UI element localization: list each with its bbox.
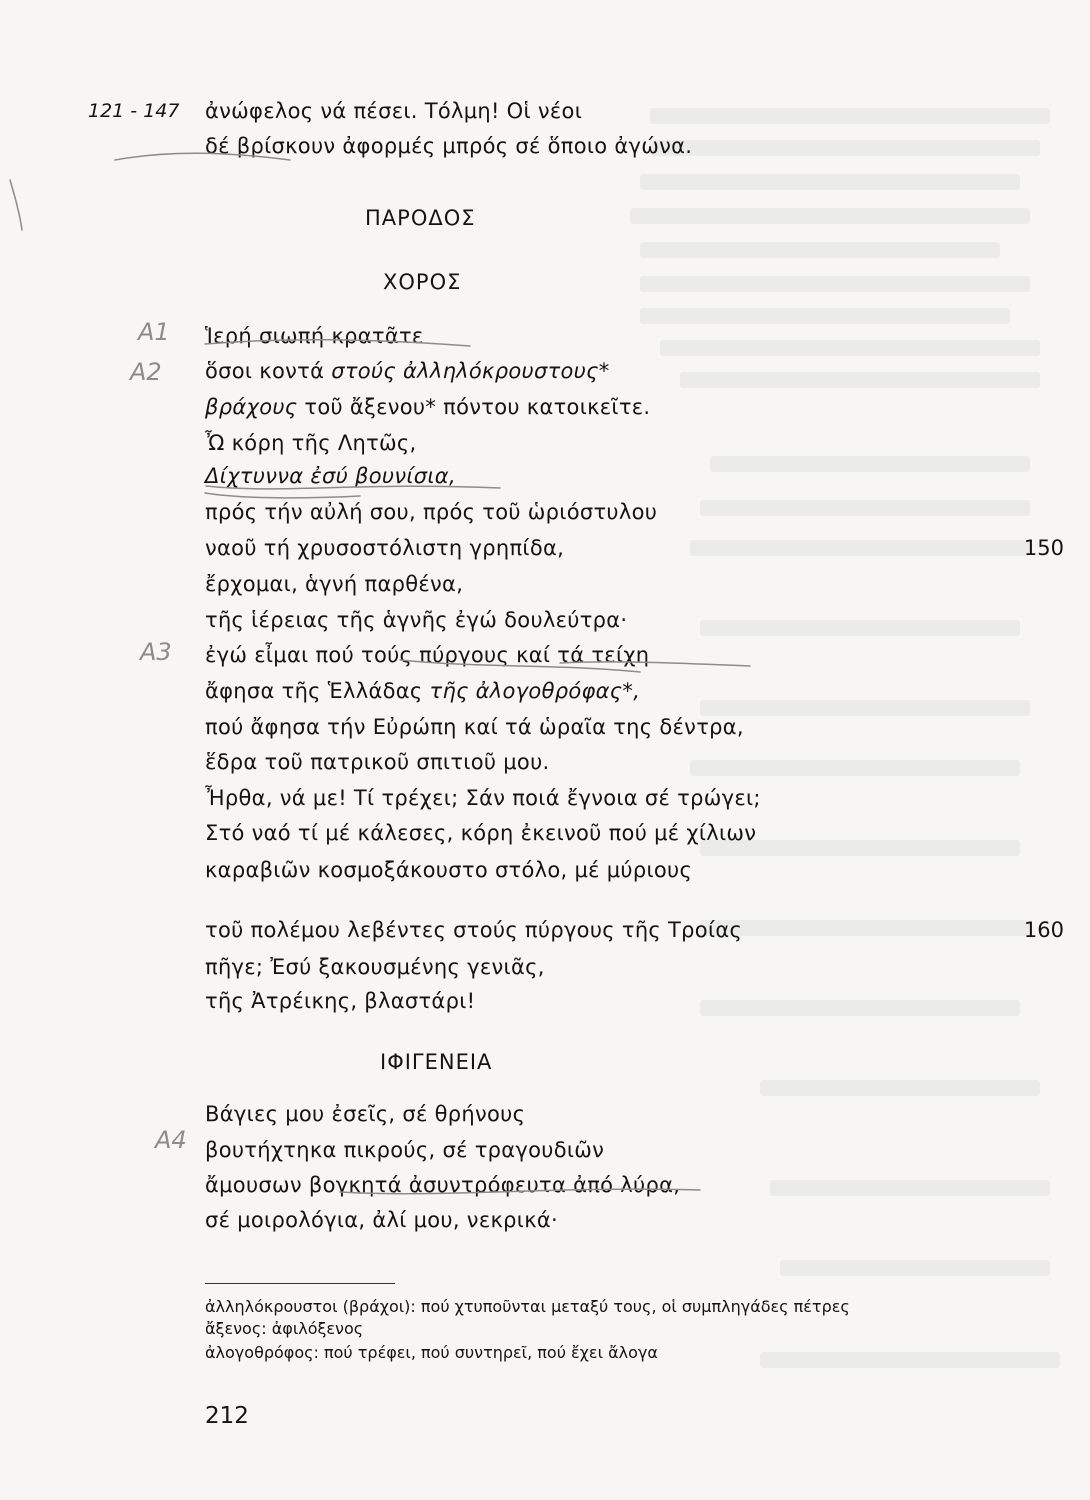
line-number-160: 160	[1023, 918, 1064, 942]
chorus-speaker-label: ΧΟΡΟΣ	[383, 270, 462, 294]
text-segment: τοῦ πολέμου λεβέντες στούς πύργους τῆς Τροίας	[205, 918, 743, 942]
italic-segment: στούς ἀλληλόκρουστους*	[331, 359, 610, 383]
text-segment: ἔρχομαι, ἁγνή παρθένα,	[205, 572, 464, 596]
margin-note-a3: A3	[140, 638, 172, 666]
iphigenia-line-4: σέ μοιρολόγια, ἀλί μου, νεκρικά·	[205, 1208, 558, 1232]
iphigenia-line-3: ἄμουσων βογκητά ἀσυντρόφευτα ἀπό λύρα,	[205, 1173, 681, 1197]
pencil-mark	[10, 180, 22, 230]
chorus-line	[205, 642, 649, 668]
verse-range-label: 121 - 147	[88, 100, 180, 122]
chorus-line	[205, 358, 610, 384]
iphigenia-line-2: βουτήχτηκα πικρούς, σέ τραγουδιῶν	[205, 1138, 605, 1162]
text-segment: τῆς ἱέρειας τῆς ἁγνῆς ἐγώ δουλεύτρα·	[205, 608, 628, 632]
text-segment: πῆγε; Ἐσύ ξακουσμένης γενιᾶς,	[205, 955, 545, 979]
chorus-line	[205, 499, 657, 525]
text-segment: ἕδρα τοῦ πατρικοῦ σπιτιοῦ μου.	[205, 750, 550, 774]
chorus-line	[205, 571, 463, 597]
chorus-line	[205, 820, 756, 846]
italic-segment: βράχους	[205, 395, 298, 419]
line-number-150: 150	[1023, 536, 1064, 560]
text-segment: Ἱερή σιωπή κρατᾶτε	[205, 324, 424, 348]
chorus-line	[205, 954, 545, 980]
footnote-rule	[205, 1283, 395, 1284]
iphigenia-speaker-label: ΙΦΙΓΕΝΕΙΑ	[380, 1050, 493, 1074]
pencil-underline	[205, 493, 360, 498]
text-segment: ναοῦ τή χρυσοστόλιστη γρηπίδα,	[205, 536, 565, 560]
opening-line-1: ἀνώφελος νά πέσει. Τόλμη! Οἱ νέοι	[205, 99, 583, 123]
text-segment: ἐγώ εἶμαι πού τούς πύργους καί τά τείχη	[205, 643, 650, 667]
chorus-line	[205, 678, 640, 704]
chorus-line	[205, 394, 650, 420]
chorus-line	[205, 607, 627, 633]
chorus-line	[205, 785, 761, 811]
text-segment: καραβιῶν κοσμοξάκουστο στόλο, μέ μύριους	[205, 858, 693, 882]
iphigenia-line-1: Βάγιες μου ἐσεῖς, σέ θρήνους	[205, 1102, 526, 1126]
text-segment: Ὦ κόρη τῆς Λητῶς,	[205, 431, 417, 455]
italic-segment: Δίχτυννα ἐσύ βουνίσια,	[205, 464, 456, 488]
chorus-line	[205, 749, 550, 775]
page-number: 212	[205, 1403, 249, 1429]
text-segment: Ἦρθα, νά με! Τί τρέχει; Σάν ποιά ἔγνοια σέ τρώγει;	[205, 786, 761, 810]
text-segment: πρός τήν αὐλή σου, πρός τοῦ ὡριόστυλου	[205, 500, 658, 524]
text-segment: ἄφησα τῆς Ἑλλάδας	[205, 679, 430, 703]
footnote-3: ἀλογοθρόφος: πού τρέφει, πού συντηρεῖ, πού ἔχει ἄλογα	[205, 1343, 658, 1362]
chorus-line	[205, 323, 424, 349]
text-segment: τῆς Ἀτρέικης, βλαστάρι!	[205, 989, 476, 1013]
chorus-line	[205, 857, 692, 883]
section-title: ΠΑΡΟΔΟΣ	[365, 206, 476, 230]
chorus-line	[205, 714, 744, 740]
chorus-line	[205, 430, 417, 456]
footnote-2: ἄξενος: ἀφιλόξενος	[205, 1319, 364, 1338]
text-segment: Στό ναό τί μέ κάλεσες, κόρη ἐκεινοῦ πού μέ χίλιων	[205, 821, 757, 845]
text-segment: ὅσοι κοντά	[205, 359, 332, 383]
opening-line-2: δέ βρίσκουν ἀφορμές μπρός σέ ὅποιο ἀγώνα.	[205, 134, 693, 158]
text-segment: πού ἄφησα τήν Εὐρώπη καί τά ὡραῖα της δέντρα,	[205, 715, 744, 739]
margin-note-a1: A1	[138, 318, 170, 346]
margin-note-a4: A4	[155, 1126, 187, 1154]
chorus-line	[205, 535, 564, 561]
chorus-line	[205, 917, 742, 943]
footnote-1: ἀλληλόκρουστοι (βράχοι): πού χτυποῦνται μεταξύ τους, οἱ συμπληγάδες πέτρες	[205, 1297, 850, 1316]
chorus-line	[205, 463, 456, 489]
text-segment: τοῦ ἄξενου* πόντου κατοικεῖτε.	[297, 395, 651, 419]
chorus-line	[205, 988, 475, 1014]
margin-note-a2: A2	[130, 358, 162, 386]
italic-segment: τῆς ἀλογοθρόφας*,	[429, 679, 641, 703]
